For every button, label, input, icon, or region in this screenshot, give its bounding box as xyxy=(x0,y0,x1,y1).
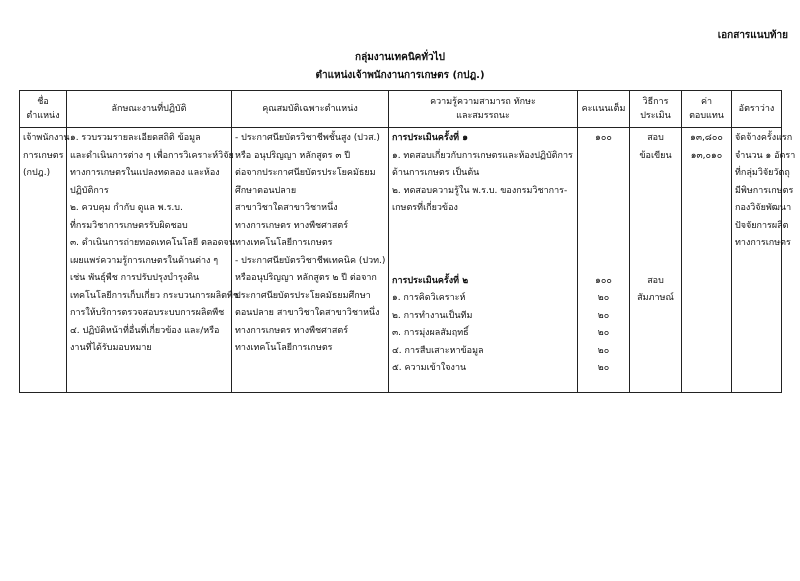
qualification-line: หรือ อนุปริญญา หลักสูตร ๓ ปี xyxy=(235,150,351,161)
round1-item: ๑. ทดสอบเกี่ยวกับการเกษตรและห้องปฏิบัติการ xyxy=(392,150,573,161)
round2-title: การประเมินครั้งที่ ๒ xyxy=(392,275,469,286)
qualification-line: ทางการเกษตร ทางพืชศาสตร์ xyxy=(235,325,349,336)
cell-salary xyxy=(682,128,732,380)
cell-duties xyxy=(67,128,239,380)
position-line: การเกษตร xyxy=(23,150,64,161)
header-qualifications: คุณสมบัติเฉพาะตำแหน่ง xyxy=(232,91,389,128)
round2-item: ๑. การคิดวิเคราะห์ xyxy=(392,293,466,303)
duty-line: เช่น พันธุ์พืช การปรับปรุงบำรุงดิน xyxy=(70,273,200,283)
position-line: เจ้าพนักงาน xyxy=(23,133,70,143)
page-title: กลุ่มงานเทคนิคทั่วไป xyxy=(355,52,445,63)
round2-method: สัมภาษณ์ xyxy=(637,293,674,303)
cell-knowledge xyxy=(389,128,578,380)
duty-line: ทางการเกษตรในแปลงทดลอง และห้อง xyxy=(70,168,220,178)
salary-value: ๑๓,๐๑๐ xyxy=(690,150,723,161)
qualification-line: - ประกาศนียบัตรวิชาชีพเทคนิค (ปวท.) xyxy=(235,255,386,266)
vacancy-line: ปัจจัยการผลิต xyxy=(735,220,789,231)
duty-line: ๓. ดำเนินการถ่ายทอดเทคโนโลยี ตลอดจน xyxy=(70,238,235,248)
round2-score: ๑๐๐ xyxy=(595,275,612,286)
round2-item-score: ๒๐ xyxy=(597,345,610,356)
header-knowledge-line: และสมรรถนะ xyxy=(456,111,510,121)
duty-line: ๔. ปฏิบัติหน้าที่อื่นที่เกี่ยวข้อง และ/หรือ xyxy=(70,325,220,336)
qualification-line: ตอนปลาย สาขาวิชาใดสาขาวิชาหนึ่ง xyxy=(235,308,380,318)
qualification-line: หรืออนุปริญญา หลักสูตร ๒ ปี ต่อจาก xyxy=(235,273,377,283)
qualification-line: สาขาวิชาใดสาขาวิชาหนึ่ง xyxy=(235,203,338,213)
position-table xyxy=(19,90,796,393)
round1-item: เกษตรที่เกี่ยวข้อง xyxy=(392,203,458,213)
header-position: ชื่อตำแหน่ง xyxy=(20,91,67,128)
duty-line: ๑. รวบรวมรายละเอียดสถิติ ข้อมูล xyxy=(70,133,201,143)
header-method xyxy=(630,91,682,128)
round1-score: ๑๐๐ xyxy=(595,133,612,143)
page-subtitle: ตำแหน่งเจ้าพนักงานการเกษตร (กปฎ.) xyxy=(315,70,485,81)
round2-item-score: ๒๐ xyxy=(597,363,610,373)
header-method-line: ประเมิน xyxy=(640,111,671,121)
cell-vacancy xyxy=(732,128,796,380)
qualification-line: ทางเทคโนโลยีการเกษตร xyxy=(235,238,333,248)
round1-item: ด้านการเกษตร เป็นต้น xyxy=(392,168,480,178)
qualification-line: ทางการเกษตร ทางพืชศาสตร์ xyxy=(235,220,349,231)
cell-method xyxy=(630,128,682,380)
round2-item-score: ๒๐ xyxy=(597,328,610,338)
round2-item: ๔. การสืบเสาะหาข้อมูล xyxy=(392,345,484,356)
round2-item: ๓. การมุ่งผลสัมฤทธิ์ xyxy=(392,328,469,338)
round1-title: การประเมินครั้งที่ ๑ xyxy=(392,133,468,143)
vacancy-line: ที่กลุ่มวิจัยวัตถุ xyxy=(735,168,790,178)
duty-line: ที่กรมวิชาการเกษตรรับผิดชอบ xyxy=(70,220,188,231)
duty-line: งานที่ได้รับมอบหมาย xyxy=(70,343,152,353)
header-knowledge xyxy=(389,91,578,128)
round1-method: สอบ xyxy=(647,133,664,143)
qualification-line: ประกาศนียบัตรประโยคมัธยมศึกษา xyxy=(235,290,371,301)
cell-position xyxy=(20,128,70,380)
round2-item: ๒. การทำงานเป็นทีม xyxy=(392,310,473,321)
cell-qualifications xyxy=(232,128,389,380)
duty-line: เทคโนโลยีการเก็บเกี่ยว กระบวนการผลิตพืช xyxy=(70,290,239,301)
round2-method: สอบ xyxy=(647,275,664,286)
duty-line: การให้บริการตรวจสอบระบบการผลิตพืช xyxy=(70,308,225,318)
header-duties: ลักษณะงานที่ปฏิบัติ xyxy=(67,91,232,128)
vacancy-line: จำนวน ๑ อัตรา xyxy=(735,150,796,161)
qualification-line: ต่อจากประกาศนียบัตรประโยคมัธยม xyxy=(235,168,376,178)
cell-score xyxy=(578,128,630,380)
round1-method: ข้อเขียน xyxy=(639,150,672,161)
header-salary: ค่าตอบแทน xyxy=(682,91,732,128)
vacancy-line: มีพิษการเกษตร xyxy=(735,185,794,196)
duty-line: ปฏิบัติการ xyxy=(70,185,109,196)
header-knowledge-line: ความรู้ความสามารถ ทักษะ xyxy=(430,97,536,107)
round2-item-score: ๒๐ xyxy=(597,310,610,321)
header-vacancy: อัตราว่าง xyxy=(732,91,782,128)
table-bottom-row xyxy=(20,380,782,393)
qualification-line: - ประกาศนียบัตรวิชาชีพชั้นสูง (ปวส.) xyxy=(235,133,380,143)
qualification-line: ศึกษาตอนปลาย xyxy=(235,185,297,196)
position-line: (กปฎ.) xyxy=(23,168,51,178)
duty-line: ๒. ควบคุม กำกับ ดูแล พ.ร.บ. xyxy=(70,203,183,213)
header-score: คะแนนเต็ม xyxy=(578,91,630,128)
qualification-line: ทางเทคโนโลยีการเกษตร xyxy=(235,343,333,353)
vacancy-line: จัดจ้างครั้งแรก xyxy=(735,133,793,143)
vacancy-line: ทางการเกษตร xyxy=(735,238,791,248)
duty-line: เผยแพร่ความรู้การเกษตรในด้านต่าง ๆ xyxy=(70,255,219,266)
duty-line: และดำเนินการต่าง ๆ เพื่อการวิเคราะห์วิจัย xyxy=(70,150,234,161)
round2-item: ๕. ความเข้าใจงาน xyxy=(392,363,467,373)
vacancy-line: กองวิจัยพัฒนา xyxy=(735,203,792,213)
round1-item: ๒. ทดสอบความรู้ใน พ.ร.บ. ของกรมวิชาการ- xyxy=(392,185,568,196)
table-row xyxy=(20,128,782,380)
table-header-row xyxy=(20,91,782,128)
round2-item-score: ๒๐ xyxy=(597,293,610,303)
attachment-label: เอกสารแนบท้าย xyxy=(717,30,788,41)
header-method-line: วิธีการ xyxy=(642,97,669,107)
salary-value: ๑๓,๘๐๐ xyxy=(690,133,723,143)
